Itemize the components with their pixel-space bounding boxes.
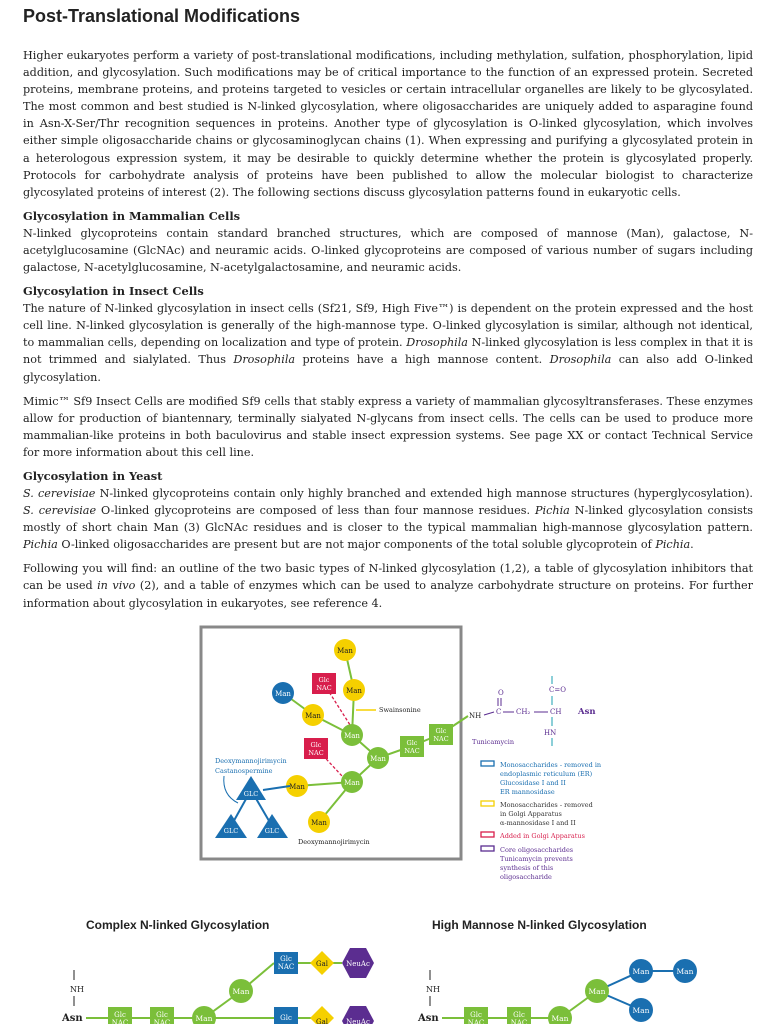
svg-text:Glc: Glc bbox=[435, 727, 447, 735]
diagram-legend bbox=[481, 761, 601, 881]
svg-text:Asn: Asn bbox=[418, 1013, 439, 1024]
yeast-paragraph: S. cerevisiae N-linked glycoproteins contain only highly branched and extended high mannose structures (hyperglycosylation). S. cerevisiae O-linked glycoproteins are composed of less than four mannose residues. Pichia N-linked glycosylation consists mostly of short chain Man (3) GlcNAc residues and is closer to the typical mammalian high-mannose glycosylation pattern. Pichia O-linked oligosaccharides are present but are not major components of the total soluble glycoprotein of Pichia. bbox=[23, 486, 753, 552]
svg-text:Man: Man bbox=[551, 1014, 569, 1023]
svg-text:NH: NH bbox=[469, 712, 482, 720]
svg-text:Gal: Gal bbox=[315, 1018, 329, 1024]
svg-text:NAC: NAC bbox=[404, 747, 420, 755]
intro-paragraph: Higher eukaryotes perform a variety of post-translational modifications, including methylation, sulfation, phosphorylation, lipid addition, and glycosylation. Such modifications may be of critical importance to the function of an expressed protein. Secreted proteins, membrane proteins, and proteins targeted to vesicles or certain intracellular organelles are likely to be glycosylated. The most common and best studied is N-linked glycosylation, where oligosaccharides are uniquely added to asparagine found in Asn-X-Ser/Thr recognition sequences in proteins. Another type of glycosylation is O-linked glycosylation, which involves either simple oligosaccharide chains or glycosaminoglycan chains (1). When expressing and purifying a glycosylated protein in a heterologous expression system, it may be desirable to quickly determine whether the protein is glycosylated properly. Protocols for carbohydrate analysis of proteins have been published to allow the molecular biologist to characterize glycosylated proteins of interest (2). The following sections discuss glycosylation patterns found in eukaryotic cells. bbox=[23, 49, 753, 199]
svg-text:in Golgi Apparatus: in Golgi Apparatus bbox=[500, 810, 562, 818]
svg-text:Tunicamycin prevents: Tunicamycin prevents bbox=[500, 855, 573, 863]
svg-text:Man: Man bbox=[337, 647, 353, 655]
glycosylation-diagram bbox=[0, 620, 768, 890]
svg-text:synthesis of this: synthesis of this bbox=[500, 864, 554, 872]
high-mannose-glycosylation-title: High Mannose N-linked Glycosylation bbox=[432, 918, 647, 932]
insect-paragraph: The nature of N-linked glycosylation in insect cells (Sf21, Sf9, High Five™) is dependent on the protein expressed and the host cell line. N-linked glycosylation is generally of the high-mannose type. O-linked glycosylation is similar, although not identical, to mammalian cells, depending on localization and type of protein. Drosophila N-linked glycosylation is less complex in that it is not trimmed and sialylated. Thus Drosophila proteins have a high mannose content. Drosophila can also add O-linked glycosylation. bbox=[23, 302, 753, 384]
svg-text:NAC: NAC bbox=[316, 684, 332, 692]
glcnac-node-red bbox=[312, 673, 336, 694]
svg-text:HN: HN bbox=[544, 729, 557, 737]
mammalian-paragraph: N-linked glycoproteins contain standard branched structures, which are composed of mannose (Man), galactose, N-acetylglucosamine (GlcNAc) and neuramic acids. O-linked glycoproteins are composed of various number of sugars including galactose, N-acetylglucosamine, N-acetylgalactosamine, and neuramic acids. bbox=[23, 226, 753, 275]
glcnac-node-green bbox=[400, 736, 424, 757]
svg-text:Monosaccharides - removed in: Monosaccharides - removed in bbox=[500, 761, 602, 769]
svg-text:NH: NH bbox=[70, 985, 84, 994]
glcnac-node-green bbox=[429, 724, 453, 745]
svg-text:Glc: Glc bbox=[310, 741, 322, 749]
legend-swatch-red bbox=[481, 832, 494, 837]
svg-text:NH: NH bbox=[426, 985, 440, 994]
svg-text:Glc: Glc bbox=[470, 1011, 482, 1019]
svg-text:Man: Man bbox=[632, 967, 650, 976]
svg-text:Man: Man bbox=[195, 1014, 213, 1023]
man-node bbox=[272, 682, 294, 704]
high-mannose-diagram bbox=[417, 959, 697, 1024]
bottom-diagrams bbox=[0, 940, 768, 1024]
svg-text:NAC: NAC bbox=[277, 963, 295, 971]
complex-glycosylation-title: Complex N-linked Glycosylation bbox=[86, 918, 270, 932]
page-title: Post-Translational Modifications bbox=[23, 6, 301, 26]
svg-text:CH: CH bbox=[550, 708, 562, 716]
svg-text:Man: Man bbox=[289, 783, 305, 791]
legend-swatch-purple bbox=[481, 846, 494, 851]
svg-text:Man: Man bbox=[275, 690, 291, 698]
man-node bbox=[308, 811, 330, 833]
man-node bbox=[367, 747, 389, 769]
legend-swatch-blue bbox=[481, 761, 494, 766]
following-paragraph: Following you will find: an outline of the two basic types of N-linked glycosylation (1,2), a table of glycosylation inhibitors that can be used in vivo (2), and a table of enzymes which can be used to analyze carbohydrate structure on proteins. For further information about glycosylation in eukaryotes, see reference 4. bbox=[23, 562, 753, 610]
mimic-paragraph: Mimic™ Sf9 Insect Cells are modified Sf9 cells that stably express a variety of mammalian glycosyltransferases. These enzymes allow for production of biantennary, terminally sialyated N-glycans from insect cells. The cells can be used to produce more mammalian-like proteins in both baculovirus and stable insect expression systems. See page XX or contact Technical Service for more information about this cell line. bbox=[23, 394, 753, 459]
glcnac-node-red bbox=[304, 738, 328, 759]
complex-diagram bbox=[61, 948, 374, 1024]
svg-text:Man: Man bbox=[676, 967, 694, 976]
man-node bbox=[341, 724, 363, 746]
mammalian-heading: Glycosylation in Mammalian Cells bbox=[23, 208, 241, 223]
insect-heading: Glycosylation in Insect Cells bbox=[23, 284, 204, 299]
svg-text:NAC: NAC bbox=[467, 1019, 485, 1024]
svg-text:Man: Man bbox=[632, 1006, 650, 1015]
svg-text:Glc: Glc bbox=[406, 739, 418, 747]
svg-text:C=O: C=O bbox=[549, 686, 566, 694]
deoxymannojirimycin-label-top: Deoxymannojirimycin bbox=[215, 757, 287, 765]
svg-text:Man: Man bbox=[346, 687, 362, 695]
man-node bbox=[302, 704, 324, 726]
yeast-heading: Glycosylation in Yeast bbox=[23, 468, 163, 483]
svg-text:NAC: NAC bbox=[433, 735, 449, 743]
svg-text:C: C bbox=[496, 708, 502, 716]
svg-text:Monosaccharides - removed: Monosaccharides - removed bbox=[500, 801, 593, 809]
man-node bbox=[334, 639, 356, 661]
svg-text:Glc: Glc bbox=[156, 1011, 168, 1019]
svg-text:CH₂: CH₂ bbox=[516, 708, 531, 716]
svg-text:Man: Man bbox=[232, 987, 250, 996]
svg-text:NeuAc: NeuAc bbox=[346, 960, 370, 968]
svg-text:GLC: GLC bbox=[264, 827, 280, 835]
svg-text:NAC: NAC bbox=[510, 1019, 528, 1024]
svg-text:NAC: NAC bbox=[111, 1019, 129, 1024]
svg-text:Glc: Glc bbox=[114, 1011, 126, 1019]
man-node bbox=[341, 771, 363, 793]
svg-text:O: O bbox=[498, 689, 504, 697]
tunicamycin-label: Tunicamycin bbox=[472, 738, 515, 746]
castanospermine-label: Castanospermine bbox=[215, 767, 273, 775]
svg-text:Glc: Glc bbox=[280, 955, 292, 963]
svg-text:Man: Man bbox=[588, 987, 606, 996]
svg-text:Man: Man bbox=[370, 755, 386, 763]
svg-text:Glc: Glc bbox=[513, 1011, 525, 1019]
svg-text:Gal: Gal bbox=[315, 960, 329, 968]
svg-text:Man: Man bbox=[305, 712, 321, 720]
svg-text:Man: Man bbox=[344, 779, 360, 787]
body-text bbox=[23, 47, 753, 619]
svg-text:Asn: Asn bbox=[578, 707, 596, 717]
svg-text:Man: Man bbox=[311, 819, 327, 827]
svg-text:NeuAc: NeuAc bbox=[346, 1018, 370, 1024]
svg-text:ER mannosidase: ER mannosidase bbox=[500, 788, 555, 796]
svg-text:oligosaccharide: oligosaccharide bbox=[500, 873, 552, 881]
legend-swatch-yellow bbox=[481, 801, 494, 806]
swainsonine-label: Swainsonine bbox=[379, 706, 421, 714]
svg-text:NAC: NAC bbox=[153, 1019, 171, 1024]
svg-text:Man: Man bbox=[344, 732, 360, 740]
svg-text:α-mannosidase I and II: α-mannosidase I and II bbox=[500, 819, 576, 827]
svg-text:Glc: Glc bbox=[280, 1014, 292, 1022]
man-node bbox=[343, 679, 365, 701]
asparagine-structure bbox=[469, 676, 596, 746]
deoxymannojirimycin-label-bottom: Deoxymannojirimycin bbox=[298, 838, 370, 846]
svg-text:Glc: Glc bbox=[318, 676, 330, 684]
svg-text:Glucosidase I and II: Glucosidase I and II bbox=[500, 779, 566, 787]
svg-text:Asn: Asn bbox=[62, 1013, 83, 1024]
svg-text:GLC: GLC bbox=[243, 790, 259, 798]
svg-text:endoplasmic reticulum (ER): endoplasmic reticulum (ER) bbox=[500, 770, 593, 778]
svg-text:NAC: NAC bbox=[308, 749, 324, 757]
svg-text:Core oligosaccharides: Core oligosaccharides bbox=[500, 846, 574, 854]
svg-text:Added in Golgi Apparatus: Added in Golgi Apparatus bbox=[500, 832, 585, 840]
svg-text:GLC: GLC bbox=[223, 827, 239, 835]
